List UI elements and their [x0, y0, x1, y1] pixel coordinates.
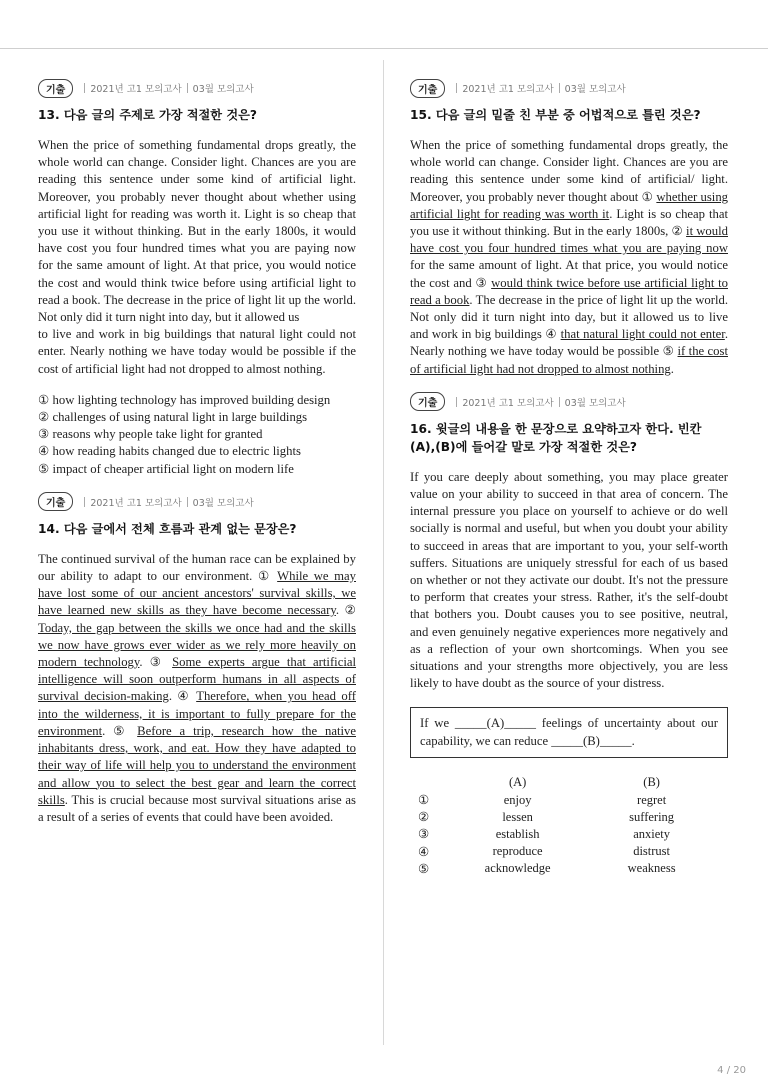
exam-label: 03월 모의고사	[192, 497, 254, 509]
answer-table	[418, 774, 708, 877]
underlined-part-1: whether using artificial light for reading was worth it	[410, 189, 729, 221]
choice-3[interactable]: ③ reasons why people take light for granted	[38, 427, 263, 442]
right-column	[410, 78, 728, 891]
header-rule	[0, 48, 768, 49]
column-a-header: (A)	[508, 775, 527, 790]
question-13	[38, 78, 356, 478]
column-divider	[383, 60, 384, 1045]
page-number: 4 / 20	[717, 1065, 746, 1076]
choice-4[interactable]: ④ how reading habits changed due to electric lights	[38, 444, 301, 459]
question-title: 16. 윗글의 내용을 한 문장으로 요약하고자 한다. 빈칸 (A),(B)에 들어갈 말로 가장 적절한 것은?	[410, 421, 702, 454]
choice-2[interactable]: ② challenges of using natural light in large buildings	[38, 410, 308, 425]
year-label: 2021년 고1 모의고사	[462, 397, 554, 409]
underlined-sentence-4: Therefore, when you head off into the wilderness, it is important to fully prepare for the environment	[38, 689, 356, 738]
summary-box: If we _____(A)_____ feelings of uncertainty about our capability, we can reduce _____(B)_____.	[410, 707, 728, 758]
underlined-part-4: that natural light could not enter	[560, 327, 725, 342]
underlined-sentence-3: Some experts argue that artificial intelligence will soon outperform humans in all aspects of survival decision-making	[38, 655, 357, 704]
underlined-sentence-2: Today, the gap between the skills we once had and the skills we now have grows ever wider as we rely more heavily on modern technology	[38, 620, 356, 670]
question-passage: The continued survival of the human race can be explained by our ability to adapt to our environment. ① While we may have lost some of our ancient ancestors' survival skills, we have learned new skills as they have become necessary. ② Today, the gap between the skills we once had and the skills we now have grows ever wider as we rely more heavily on modern technology. ③ Some experts argue that artificial intelligence will soon outperform humans in all aspects of survival decision-making. ④ Therefore, when you head off into the wilderness, it is important to fully prepare for the environment. ⑤ Before a trip, research how the native inhabitants dress, work, and eat. How they have adapted to their way of life will help you to understand the environment and allow you to select the best gear and learn the correct skills. This is crucial because most survival situations arise as a result of a series of events that could have been avoided.	[38, 551, 357, 824]
question-tag-line	[410, 392, 728, 412]
question-16	[410, 392, 728, 878]
year-label: 2021년 고1 모의고사	[90, 84, 182, 95]
question-15	[410, 78, 728, 378]
question-passage: When the price of something fundamental drops greatly, the whole world can change. Consider light. Chances are you are reading this sentence under some kind of artificial/ light. Moreover, you probably never thought about ① whether using artificial light for reading was worth it. Light is so cheap that you use it without thinking. But in the early 1800s, ② it would have cost you four hundred times what you are paying now for the same amount of light. At that price, you would notice the cost and ③ would think twice before use artificial light to read a book. The decrease in the price of light lit up the world. Not only did it turn night into day, but it allowed us to live and work in big buildings ④ that natural light could not enter. Nearly nothing we have today would be possible ⑤ if the cost of artificial light had not dropped to almost nothing.	[410, 138, 729, 376]
answer-option-4[interactable]: ④ reproduce distrust	[418, 844, 671, 859]
year-label: 2021년 고1 모의고사	[90, 497, 182, 509]
question-tag-line	[38, 492, 356, 512]
question-tag-line	[410, 78, 728, 98]
answer-option-1[interactable]: ① enjoy regret	[418, 792, 667, 808]
exam-label: 03월 모의고사	[564, 397, 626, 409]
question-passage: When the price of something fundamental drops greatly, the whole world can change. Consider light. Chances are you are reading this sentence under some kind of artificial light. Moreover, you probably never thought about whether using artificial light for reading was worth it. Light is so cheap that you use it without thinking. But in the early 1800s, it would have cost you four hundred times what you are paying now for the same amount of light. At that price, you would notice the cost and would think twice before using artificial light to read a book. The decrease in the price of light lit up the world. Not only did it turn night into day, but it allowed us to live and work in big buildings that natural light could not enter. Nearly nothing we have today would be possible if the cost of artificial light had not dropped to almost nothing.	[38, 138, 356, 376]
exam-label: 03월 모의고사	[564, 84, 626, 95]
year-label: 2021년 고1 모의고사	[462, 84, 554, 95]
question-title: 14. 다음 글에서 전체 흐름과 관계 없는 문장은?	[38, 521, 297, 536]
answer-table-header	[418, 774, 708, 791]
question-title: 13. 다음 글의 주제로 가장 적절한 것은?	[38, 108, 257, 122]
underlined-sentence-5: Before a trip, research how the native inhabitants dress, work, and eat. How they have adapted to their way of life will help you to understand the environment and allow you to select the best gear and learn the correct skills	[38, 723, 356, 807]
column-b-header: (B)	[643, 775, 660, 790]
answer-option-3[interactable]: ③ establish anxiety	[418, 826, 671, 842]
tag-pill: 기출	[410, 392, 445, 411]
left-column	[38, 78, 356, 840]
underlined-sentence-1: While we may have lost some of our ancient ancestors' survival skills, we have learned new skills as they have become necessary	[38, 569, 356, 618]
choice-5[interactable]: ⑤ impact of cheaper artificial light on modern life	[38, 461, 294, 476]
underlined-part-3: would think twice before use artificial light to read a book	[410, 275, 728, 307]
question-14	[38, 492, 356, 826]
answer-option-5[interactable]: ⑤ acknowledge weakness	[418, 861, 676, 876]
underlined-part-5: if the cost of artificial light had not dropped to almost nothing	[410, 344, 728, 376]
answer-option-2[interactable]: ② lessen suffering	[418, 809, 675, 825]
question-tag-line	[38, 78, 356, 98]
choice-1[interactable]: ① how lighting technology has improved building design	[38, 392, 331, 407]
tag-pill: 기출	[38, 492, 73, 511]
exam-label: 03월 모의고사	[192, 84, 254, 95]
question-title: 15. 다음 글의 밑줄 친 부분 중 어법적으로 틀린 것은?	[410, 108, 701, 122]
question-passage: If you care deeply about something, you may place greater value on your ability to succeed in that area of concern. The internal pressure you place on yourself to achieve or do well socially is normal and useful, but when you doubt your ability to succeed in areas that are important to you, your self-worth suffers. Situations are uniquely stressful for each of us based on whether or not they activate our doubt. It's not the pressure to perform that creates your stress. Rather, it's the self-doubt that bothers you. Doubt causes you to see positive, neutral, and even genuinely negative experiences more negatively and as a reflection of your own shortcomings. When you see situations and your strengths more objectively, you are less likely to have doubt as the source of your distress.	[410, 469, 728, 691]
underlined-part-2: it would have cost you four hundred times what you are paying now	[410, 224, 728, 256]
tag-pill: 기출	[410, 79, 445, 98]
choice-list	[38, 392, 356, 478]
tag-pill: 기출	[38, 79, 73, 98]
